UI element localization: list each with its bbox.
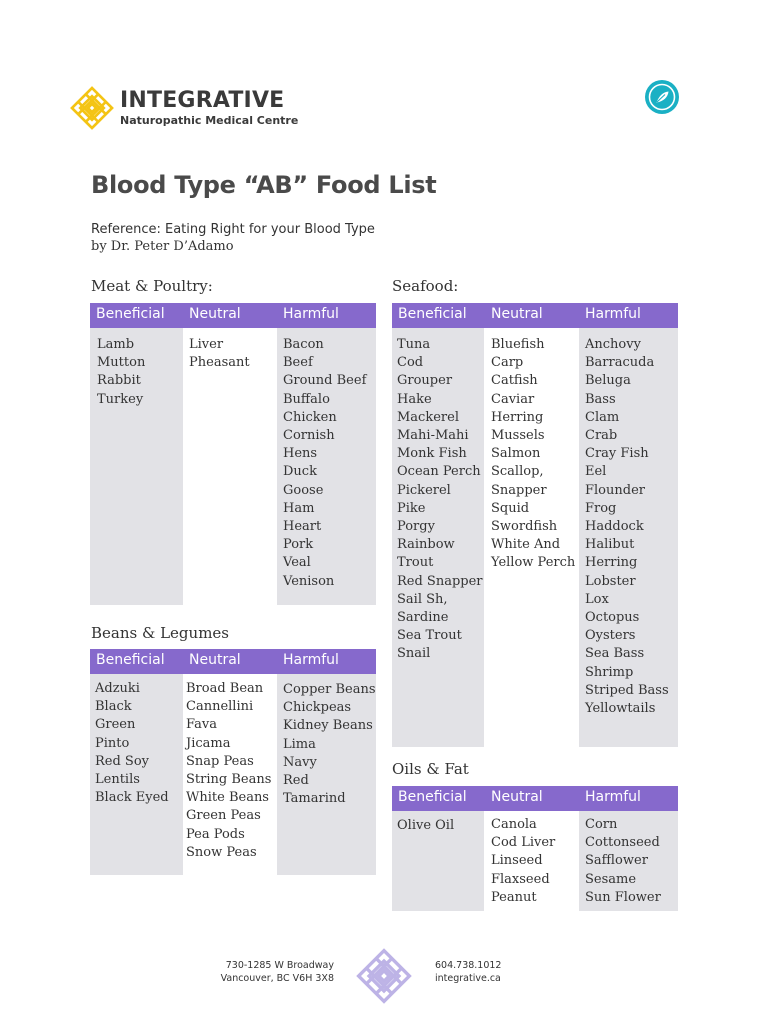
food-item: Snapper [491, 482, 547, 498]
food-item: Anchovy [585, 337, 641, 352]
food-item: Venison [283, 573, 335, 589]
food-item: Beef [283, 355, 313, 371]
table-header-row [90, 649, 376, 674]
food-item: Rainbow [397, 537, 455, 553]
header-neutral: Neutral [491, 306, 543, 322]
food-item: Veal [283, 555, 311, 571]
food-item: Safflower [585, 853, 648, 869]
food-item: Red Soy [95, 753, 150, 769]
beneficial-list [397, 817, 454, 835]
harmful-list [585, 336, 669, 718]
food-item: Shrimp [585, 664, 634, 680]
food-item: Trout [397, 555, 434, 571]
neutral-list [189, 336, 250, 372]
footer-website[interactable]: integrative.ca [435, 973, 501, 984]
food-item: Liver [189, 337, 224, 352]
table-header-row [392, 303, 678, 328]
food-item: Beluga [585, 373, 631, 389]
food-item: Tuna [397, 337, 431, 352]
food-item: Striped Bass [585, 682, 669, 698]
food-item: Eel [585, 464, 607, 480]
food-item: Bacon [283, 337, 324, 352]
food-item: Green [95, 717, 136, 733]
food-item: Sesame [585, 871, 637, 887]
food-item: Navy [283, 754, 317, 770]
food-item: Halibut [585, 537, 635, 553]
food-item: Swordfish [491, 519, 558, 535]
food-item: Jicama [186, 735, 231, 751]
food-item: Bluefish [491, 337, 545, 352]
neutral-list [491, 336, 575, 573]
table-header-row [392, 786, 678, 811]
beneficial-list [97, 336, 145, 409]
food-item: Ground Beef [283, 373, 367, 389]
beans-legumes-table [90, 649, 376, 875]
food-item: Turkey [97, 391, 144, 407]
food-item: Monk Fish [397, 446, 467, 462]
integrative-knot-logo-icon [66, 78, 118, 138]
food-item: Linseed [491, 853, 543, 869]
brand-subtitle: Naturopathic Medical Centre [120, 114, 299, 127]
food-item: Pork [283, 537, 314, 553]
food-item: Yellowtails [585, 701, 656, 717]
food-item: Yellow Perch [491, 555, 576, 571]
food-item: Lobster [585, 573, 636, 589]
neutral-list [186, 680, 271, 862]
food-item: Catfish [491, 373, 538, 389]
food-item: Carp [491, 355, 524, 371]
food-item: White Beans [186, 790, 269, 806]
food-item: Cottonseed [585, 835, 660, 851]
food-item: Cod [397, 355, 424, 371]
food-item: Copper Beans [283, 682, 376, 697]
food-item: Pheasant [189, 355, 250, 371]
header-beneficial: Beneficial [398, 306, 467, 322]
food-item: Pickerel [397, 482, 451, 498]
food-item: Olive Oil [397, 818, 455, 833]
footer-address [170, 959, 334, 985]
header-beneficial: Beneficial [96, 306, 165, 322]
food-item: Broad Bean [186, 681, 264, 696]
food-item: Herring [585, 555, 638, 571]
food-item: Peanut [491, 889, 537, 905]
footer-phone: 604.738.1012 [435, 960, 502, 971]
food-item: Mahi-Mahi [397, 428, 469, 444]
food-item: Heart [283, 519, 322, 535]
food-item: White And [491, 537, 561, 553]
header-neutral: Neutral [491, 789, 543, 805]
header-harmful: Harmful [283, 652, 339, 668]
food-item: Sun Flower [585, 889, 661, 905]
meat-poultry-heading: Meat & Poultry: [91, 277, 213, 295]
footer-contact [435, 959, 501, 985]
food-item: Octopus [585, 610, 640, 626]
address-line-1: 730-1285 W Broadway [225, 960, 334, 971]
food-item: Green Peas [186, 808, 261, 824]
food-item: Barracuda [585, 355, 655, 371]
header-harmful: Harmful [585, 306, 641, 322]
food-item: Kidney Beans [283, 718, 373, 734]
header-beneficial: Beneficial [96, 652, 165, 668]
food-item: Black Eyed [95, 790, 169, 806]
food-item: Pea Pods [186, 826, 245, 842]
food-item: Rabbit [97, 373, 141, 389]
food-item: Mutton [97, 355, 146, 371]
oils-fat-heading: Oils & Fat [392, 760, 469, 778]
beans-legumes-heading: Beans & Legumes [91, 624, 229, 642]
meat-poultry-table [90, 303, 376, 605]
oils-fat-table [392, 786, 678, 911]
food-item: Flounder [585, 482, 645, 498]
harmful-list [283, 336, 366, 591]
food-item: Oysters [585, 628, 636, 644]
leaf-badge-icon [644, 79, 680, 115]
food-item: Porgy [397, 519, 435, 535]
food-item: Sea Bass [585, 646, 645, 662]
author-line: by Dr. Peter D’Adamo [91, 239, 234, 254]
page-title: Blood Type “AB” Food List [91, 171, 437, 199]
food-item: Red [283, 773, 309, 789]
food-item: Duck [283, 464, 317, 480]
food-item: Sail Sh, [397, 591, 448, 607]
seafood-heading: Seafood: [392, 277, 459, 295]
food-item: Sea Trout [397, 628, 462, 644]
food-item: Adzuki [95, 681, 140, 696]
food-item: Snap Peas [186, 753, 254, 769]
food-item: Lox [585, 591, 609, 607]
brand-name: INTEGRATIVE [120, 88, 285, 113]
food-item: Mackerel [397, 409, 459, 425]
food-item: Pinto [95, 735, 130, 751]
seafood-table [392, 303, 678, 747]
food-item: Flaxseed [491, 871, 550, 887]
header-neutral: Neutral [189, 652, 241, 668]
food-item: Crab [585, 428, 618, 444]
food-item: Lamb [97, 337, 135, 352]
food-item: Goose [283, 482, 324, 498]
header-harmful: Harmful [283, 306, 339, 322]
address-line-2: Vancouver, BC V6H 3X8 [220, 973, 334, 984]
food-item: Red Snapper [397, 573, 483, 589]
food-item: Salmon [491, 446, 541, 462]
food-item: Snow Peas [186, 844, 257, 860]
food-item: Chicken [283, 409, 337, 425]
food-item: Lentils [95, 772, 140, 788]
food-item: Cannellini [186, 699, 254, 715]
food-item: Ocean Perch [397, 464, 481, 480]
food-item: Grouper [397, 373, 453, 389]
food-item: Sardine [397, 610, 449, 626]
food-item: Squid [491, 500, 530, 516]
beneficial-list [95, 680, 169, 807]
food-item: Fava [186, 717, 217, 733]
food-item: Clam [585, 409, 620, 425]
food-item: Tamarind [283, 791, 346, 807]
food-item: Bass [585, 391, 616, 407]
food-item: Ham [283, 500, 315, 516]
neutral-list [491, 816, 555, 907]
header-beneficial: Beneficial [398, 789, 467, 805]
food-item: Snail [397, 646, 431, 662]
brand-logo [66, 78, 299, 142]
reference-line: Reference: Eating Right for your Blood Type [91, 222, 375, 237]
food-item: Herring [491, 409, 544, 425]
food-item: Haddock [585, 519, 644, 535]
food-item: Canola [491, 817, 537, 832]
food-item: Corn [585, 817, 618, 832]
harmful-list [283, 681, 376, 808]
food-item: String Beans [186, 772, 272, 788]
beneficial-list [397, 336, 483, 664]
food-item: Cornish [283, 428, 335, 444]
header-harmful: Harmful [585, 789, 641, 805]
food-item: Scallop, [491, 464, 544, 480]
header-neutral: Neutral [189, 306, 241, 322]
food-item: Cray Fish [585, 446, 649, 462]
food-item: Hake [397, 391, 432, 407]
food-item: Buffalo [283, 391, 330, 407]
harmful-list [585, 816, 661, 907]
table-header-row [90, 303, 376, 328]
food-item: Lima [283, 736, 316, 752]
food-item: Frog [585, 500, 617, 516]
food-item: Black [95, 699, 132, 715]
food-item: Chickpeas [283, 700, 352, 716]
food-item: Mussels [491, 428, 545, 444]
food-item: Pike [397, 500, 426, 516]
food-item: Caviar [491, 391, 535, 407]
food-item: Cod Liver [491, 835, 556, 851]
integrative-knot-footer-icon [351, 938, 417, 1014]
food-item: Hens [283, 446, 318, 462]
